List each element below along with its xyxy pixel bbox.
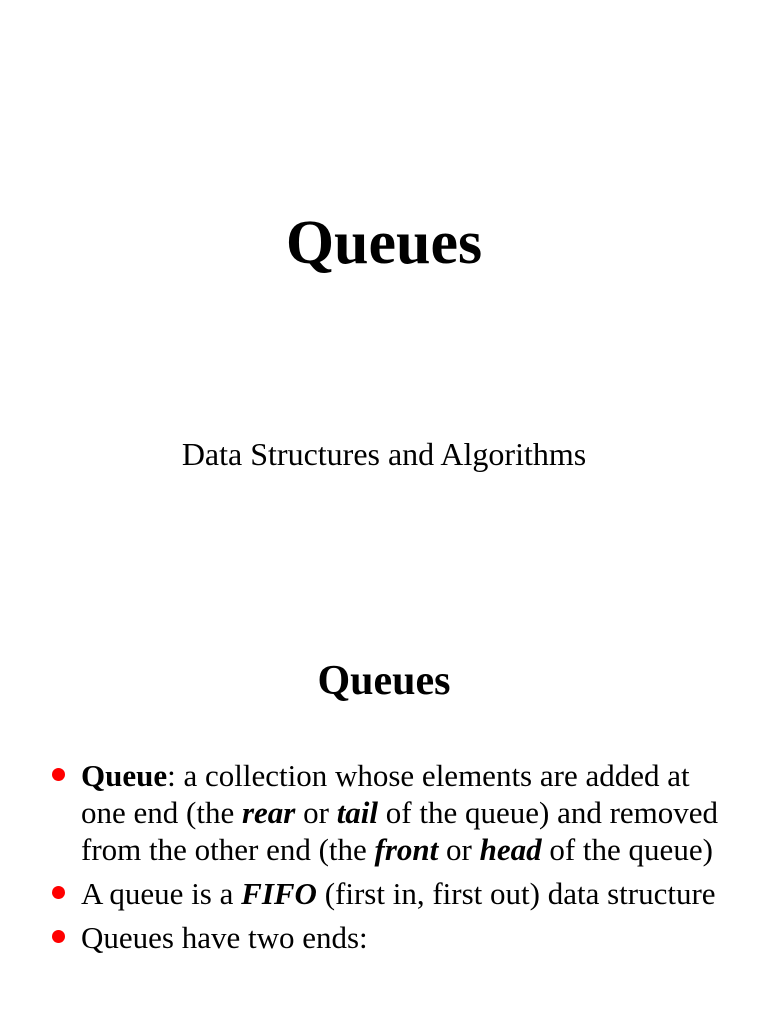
bullet-list <box>0 757 768 963</box>
slide-heading: Queues <box>317 658 451 704</box>
bullet-text-segment: or <box>295 795 337 830</box>
bullet-text-segment: head <box>479 832 542 867</box>
bullet-dot-icon <box>52 886 65 899</box>
content-slide <box>0 560 768 1024</box>
bullet-item <box>0 919 768 956</box>
bullet-text-segment: Queue <box>81 758 168 793</box>
bullet-text-segment: (first in, first out) data structure <box>316 876 716 911</box>
bullet-text-segment: tail <box>336 795 379 830</box>
bullet-text-segment: of the queue) <box>541 832 713 867</box>
bullet-item <box>0 757 768 868</box>
bullet-text-segment: : a collection whose elements are added at one end (the <box>81 758 690 830</box>
bullet-text-segment: Queues have two ends: <box>81 920 368 955</box>
bullet-item <box>0 875 768 912</box>
slide-subtitle: Data Structures and Algorithms <box>181 436 587 472</box>
bullet-text-segment: of the queue) and removed from the other end (the <box>81 795 719 867</box>
bullet-text-segment: or <box>438 832 480 867</box>
bullet-text-segment: A queue is a <box>81 876 242 911</box>
bullet-text-segment: FIFO <box>241 876 317 911</box>
bullet-text-segment: rear <box>241 795 296 830</box>
slide-title: Queues <box>285 209 483 277</box>
bullet-text-segment: front <box>374 832 439 867</box>
bullet-dot-icon <box>52 768 65 781</box>
bullet-dot-icon <box>52 930 65 943</box>
